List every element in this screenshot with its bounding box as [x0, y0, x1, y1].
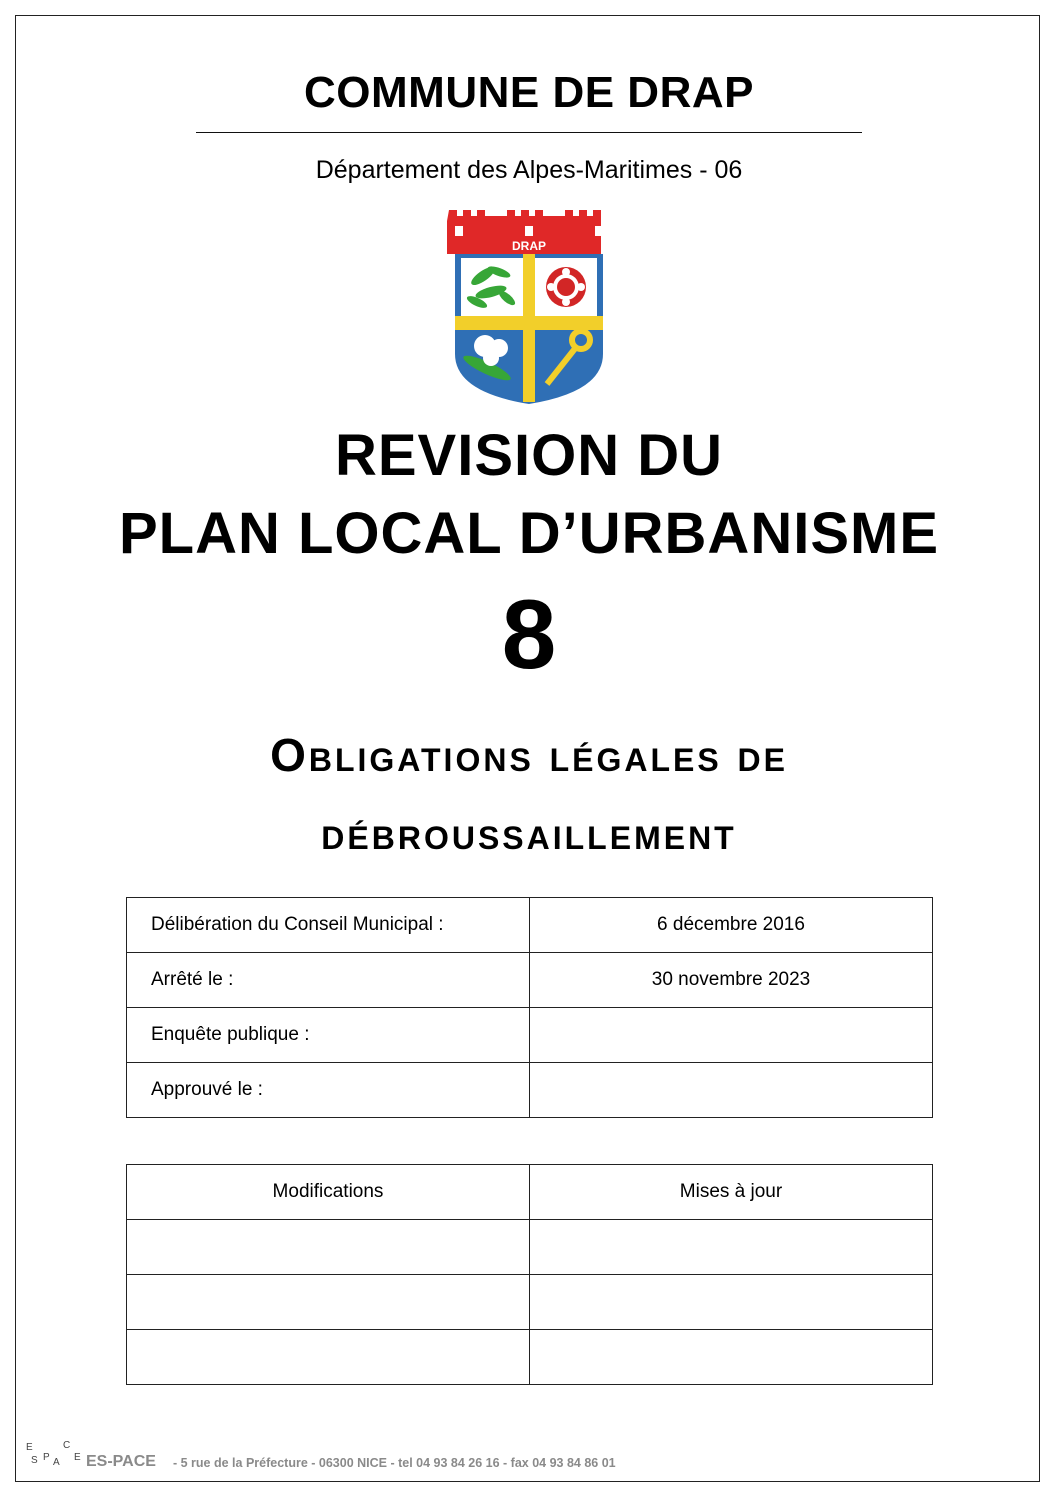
logo-letter: A	[53, 1457, 60, 1468]
row-value	[530, 1063, 933, 1118]
logo-letter: E	[26, 1442, 33, 1453]
table-row	[127, 1275, 933, 1330]
footer	[22, 1442, 742, 1478]
table-row	[127, 898, 933, 953]
header-updates: Mises à jour	[530, 1165, 933, 1220]
update-cell	[530, 1275, 933, 1330]
update-cell	[530, 1220, 933, 1275]
row-label: Approuvé le :	[127, 1063, 530, 1118]
table-row	[127, 1008, 933, 1063]
firm-name: ES-PACE	[86, 1453, 156, 1470]
crest-cross-h	[455, 316, 603, 330]
logo-letter: P	[43, 1452, 50, 1463]
coat-of-arms	[447, 206, 611, 406]
procedure-table	[126, 897, 933, 1118]
row-label: Délibération du Conseil Municipal :	[127, 898, 530, 953]
row-value	[530, 1008, 933, 1063]
title-line-1: REVISION DU	[334, 423, 724, 488]
table-header-row	[127, 1165, 933, 1220]
modifications-table	[126, 1164, 933, 1385]
header-modifications: Modifications	[127, 1165, 530, 1220]
department-line: Département des Alpes-Maritimes - 06	[315, 156, 743, 184]
espace-logo	[22, 1442, 86, 1472]
firm-address: - 5 rue de la Préfecture - 06300 NICE - tel 04 93 84 26 16 - fax 04 93 84 86 01	[173, 1456, 616, 1470]
logo-letter: E	[74, 1452, 81, 1463]
crest-label: DRAP	[511, 239, 547, 253]
modification-cell	[127, 1220, 530, 1275]
row-value: 30 novembre 2023	[530, 953, 933, 1008]
table-row	[127, 953, 933, 1008]
update-cell	[530, 1330, 933, 1385]
row-label: Enquête publique :	[127, 1008, 530, 1063]
commune-name: COMMUNE DE DRAP	[304, 68, 754, 117]
subtitle-line-1: Obligations légales de	[270, 729, 788, 781]
row-value: 6 décembre 2016	[530, 898, 933, 953]
table-row	[127, 1220, 933, 1275]
table-row	[127, 1330, 933, 1385]
document-number: 8	[501, 579, 557, 689]
subtitle-line-2: débroussaillement	[321, 807, 737, 859]
table-row	[127, 1063, 933, 1118]
logo-letter: C	[63, 1440, 71, 1451]
modification-cell	[127, 1275, 530, 1330]
rose-icon	[546, 267, 586, 307]
modification-cell	[127, 1330, 530, 1385]
logo-letter: S	[31, 1455, 38, 1466]
header-rule	[196, 132, 862, 133]
row-label: Arrêté le :	[127, 953, 530, 1008]
title-line-2: PLAN LOCAL D’URBANISME	[118, 501, 940, 566]
